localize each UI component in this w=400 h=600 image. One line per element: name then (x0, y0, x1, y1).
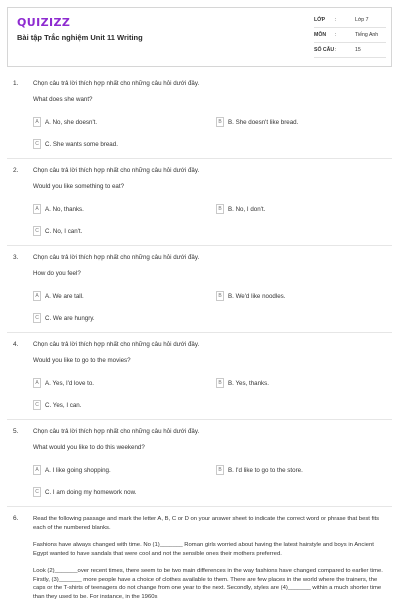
option-letter-box: A (33, 378, 41, 388)
question-divider (7, 332, 392, 333)
option-letter-box: A (33, 465, 41, 475)
option-letter-box: B (216, 291, 224, 301)
page-title: Bài tập Trắc nghiệm Unit 11 Writing (17, 33, 143, 42)
option-letter-box: A (33, 117, 41, 127)
question-number: 3. (13, 254, 19, 261)
grade-value: Lớp 7 (355, 17, 369, 23)
question-number: 2. (13, 167, 19, 174)
option-label: B. We'd like noodles. (228, 293, 286, 300)
option-label: B. She doesn't like bread. (228, 119, 299, 126)
question-divider (7, 419, 392, 420)
question-number: 4. (13, 341, 19, 348)
option-label: A. Yes, I'd love to. (45, 380, 94, 387)
question-instruction: Chọn câu trả lời thích hợp nhất cho những câu hỏi dưới đây. (33, 341, 200, 348)
option-letter-box: B (216, 117, 224, 127)
count-value: 15 (355, 47, 361, 53)
option-label: C. I am doing my homework now. (45, 489, 137, 496)
question-number: 5. (13, 428, 19, 435)
question-text: Would you like to go to the movies? (33, 357, 131, 364)
option-label: B. I'd like to go to the store. (228, 467, 303, 474)
grade-underline (314, 27, 386, 28)
option-label: A. No, thanks. (45, 206, 84, 213)
question-instruction: Chọn câu trả lời thích hợp nhất cho những câu hỏi dưới đây. (33, 80, 200, 87)
count-underline (314, 57, 386, 58)
grade-label: LỚP (314, 17, 326, 23)
question-number: 1. (13, 80, 19, 87)
option-letter-box: C (33, 487, 41, 497)
option-letter-box: A (33, 204, 41, 214)
option-letter-box: C (33, 139, 41, 149)
option-letter-box: B (216, 378, 224, 388)
question-divider (7, 245, 392, 246)
question-number: 6. (13, 515, 19, 522)
option-label: C. No, I can't. (45, 228, 83, 235)
question-instruction: Chọn câu trả lời thích hợp nhất cho những câu hỏi dưới đây. (33, 254, 200, 261)
option-letter-box: C (33, 400, 41, 410)
option-letter-box: C (33, 313, 41, 323)
option-letter-box: A (33, 291, 41, 301)
grade-colon: : (335, 17, 337, 23)
question-text: What does she want? (33, 96, 93, 103)
subject-colon: : (335, 32, 337, 38)
question-instruction: Read the following passage and mark the letter A, B, C or D on your answer sheet to indicate the correct word or phrase that best fits each of the numbered blanks. (33, 516, 380, 531)
subject-underline (314, 42, 386, 43)
option-label: B. Yes, thanks. (228, 380, 269, 387)
question-divider (7, 158, 392, 159)
option-letter-box: C (33, 226, 41, 236)
option-letter-box: B (216, 204, 224, 214)
option-label: A. I like going shopping. (45, 467, 111, 474)
option-label: B. No, I don't. (228, 206, 266, 213)
question-divider (7, 506, 392, 507)
question-instruction: Chọn câu trả lời thích hợp nhất cho những câu hỏi dưới đây. (33, 428, 200, 435)
option-label: C. She wants some bread. (45, 141, 118, 148)
question-text: Would you like something to eat? (33, 183, 125, 190)
question-text: How do you feel? (33, 270, 81, 277)
count-label: SỐ CÂU (314, 47, 335, 53)
option-label: C. We are hungry. (45, 315, 95, 322)
count-colon: : (335, 47, 337, 53)
question-instruction: Chọn câu trả lời thích hợp nhất cho những câu hỏi dưới đây. (33, 167, 200, 174)
option-label: A. No, she doesn't. (45, 119, 98, 126)
option-letter-box: B (216, 465, 224, 475)
subject-label: MÔN (314, 32, 327, 38)
option-label: A. We are tall. (45, 293, 84, 300)
quizizz-logo: QUIZIZZ (17, 16, 71, 29)
passage-paragraph-1: Fashions have always changed with time. No (1)_______ Roman girls worried about having the latest hairstyle and boys in Ancient Egypt wanted to have sandals that were cool and not the sensible ones their mothers preferred. (33, 542, 374, 557)
option-label: C. Yes, I can. (45, 402, 82, 409)
question-text: What would you like to do this weekend? (33, 444, 145, 451)
passage-paragraph-2: Look (2)_______over recent times, there seem to be two main differences in the way fashions have changed compared to earlier time. Firstly, (3)_______ more people have a choice of clothes available to them. There are few places in the world where the trainers, the caps or the T-shirts of teenagers do not change from one year to the next. Secondly, styles are (4)_______ within a much shorter time than they used to be. For instance, in the 1960s (33, 568, 383, 600)
subject-value: Tiếng Anh (355, 32, 379, 38)
